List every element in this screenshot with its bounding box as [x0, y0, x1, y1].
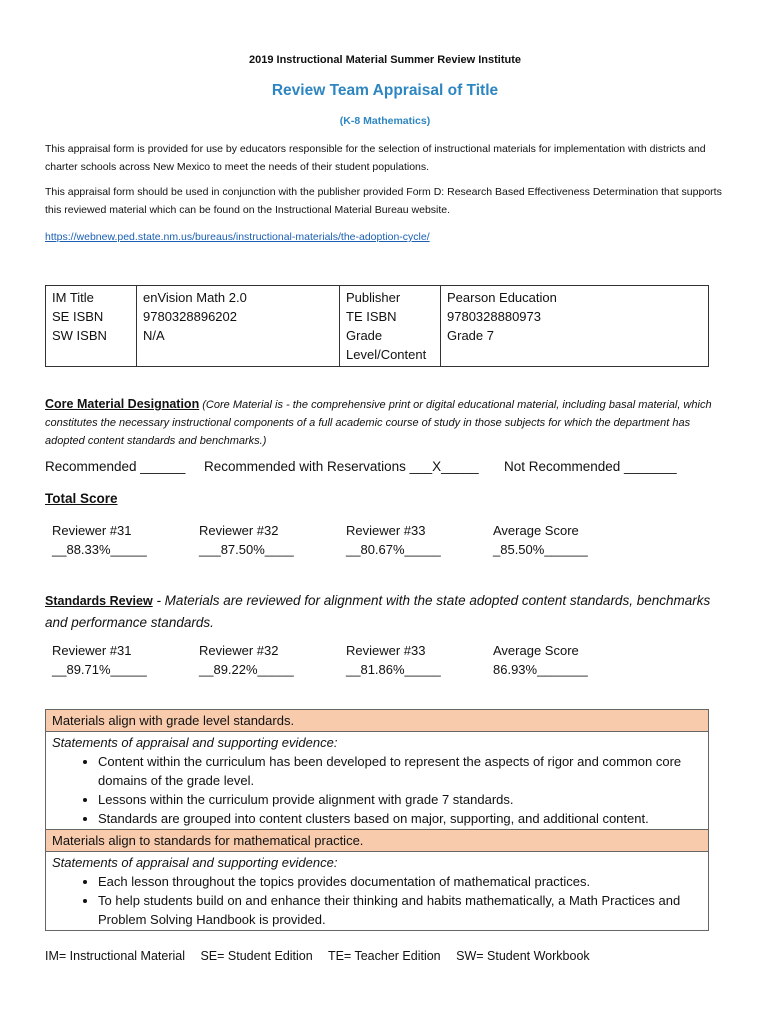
mathematical-practice-header: Materials align to standards for mathematical practice.	[46, 830, 709, 852]
value-sw-isbn: N/A	[143, 328, 165, 343]
standards-reviewer-31	[52, 641, 147, 679]
average-label: Average Score	[493, 523, 579, 538]
recommended-with-reservations-option: Recommended with Reservations ___X_____	[204, 459, 479, 474]
grade-level-standards-header: Materials align with grade level standards.	[46, 710, 709, 732]
label-te-isbn: TE ISBN	[346, 309, 397, 324]
total-score-reviewer-32	[199, 521, 294, 559]
right-labels-cell	[340, 286, 441, 367]
legend-te: TE= Teacher Edition	[327, 949, 441, 963]
value-im-title: enVision Math 2.0	[143, 290, 247, 305]
standards-review-description: - Materials are reviewed for alignment with the state adopted content standards, benchmarks and performance standards.	[45, 593, 711, 630]
institute-title: 2019 Instructional Material Summer Review Institute	[248, 54, 522, 66]
grade-level-evidence-cell	[46, 732, 709, 830]
reviewer-label: Reviewer #33	[346, 523, 426, 538]
core-designation-section	[45, 395, 725, 450]
reviewer-label: Reviewer #32	[199, 643, 279, 658]
left-values-cell	[137, 286, 340, 367]
evidence-list	[52, 752, 702, 828]
list-item: • To help students build on and enhance their thinking and habits mathematically, a Math Practices and Problem Solving Handbook is provided.	[98, 891, 702, 929]
not-recommended-option: Not Recommended _______	[504, 459, 677, 474]
standards-review-heading: Standards Review	[45, 594, 153, 608]
value-te-isbn: 9780328880973	[447, 309, 541, 324]
total-score-heading: Total Score	[45, 491, 118, 506]
total-score-reviewer-31	[52, 521, 147, 559]
reviewer-score: __81.86%_____	[346, 662, 441, 677]
legend-sw: SW= Student Workbook	[456, 949, 590, 963]
reviewer-label: Reviewer #32	[199, 523, 279, 538]
value-se-isbn: 9780328896202	[143, 309, 237, 324]
list-item: • Lessons within the curriculum provide alignment with grade 7 standards.	[98, 790, 702, 809]
evidence-list	[52, 872, 702, 929]
right-values-cell	[441, 286, 709, 367]
recommended-option: Recommended ______	[45, 459, 186, 474]
evidence-table	[45, 709, 709, 931]
standards-average	[493, 641, 588, 679]
standards-review-section	[45, 590, 725, 633]
legend-im: IM= Instructional Material	[45, 949, 185, 963]
value-publisher: Pearson Education	[447, 290, 557, 305]
mathematical-practice-evidence-cell	[46, 852, 709, 931]
reviewer-score: __89.71%_____	[52, 662, 147, 677]
average-score: _85.50%______	[493, 542, 588, 557]
label-sw-isbn: SW ISBN	[52, 328, 107, 343]
reviewer-label: Reviewer #31	[52, 523, 132, 538]
statement-label: Statements of appraisal and supporting evidence:	[52, 735, 338, 750]
page-title: Review Team Appraisal of Title	[271, 82, 499, 99]
standards-reviewer-33	[346, 641, 441, 679]
average-score: 86.93%_______	[493, 662, 588, 677]
reviewer-score: ___87.50%____	[199, 542, 294, 557]
total-score-average	[493, 521, 588, 559]
core-designation-description: (Core Material is - the comprehensive print or digital educational material, including basal material, which constitutes the necessary instructional components of a full academic course of study in those subjects for which the department has adopted content standards and benchmarks.)	[45, 399, 712, 447]
abbreviation-legend	[45, 949, 602, 963]
reviewer-label: Reviewer #33	[346, 643, 426, 658]
statement-label: Statements of appraisal and supporting evidence:	[52, 855, 338, 870]
list-item: • Content within the curriculum has been developed to represent the aspects of rigor and common core domains of the grade level.	[98, 752, 702, 790]
legend-se: SE= Student Edition	[200, 949, 313, 963]
list-item: • Standards are grouped into content clusters based on major, supporting, and additional content.	[98, 809, 702, 828]
reviewer-score: __89.22%_____	[199, 662, 294, 677]
intro-paragraph-2: This appraisal form should be used in conjunction with the publisher provided Form D: Research Based Effectiveness Determination that supports this reviewed material which can be found on the Instructional Material Bureau website.	[45, 186, 722, 216]
list-item: • Each lesson throughout the topics provides documentation of mathematical practices.	[98, 872, 702, 891]
label-grade: Grade	[346, 328, 383, 343]
adoption-cycle-link[interactable]: https://webnew.ped.state.nm.us/bureaus/instructional-materials/the-adoption-cycle/	[45, 231, 430, 243]
title-info-table	[45, 285, 709, 367]
total-score-reviewer-33	[346, 521, 441, 559]
standards-reviewer-32	[199, 641, 294, 679]
page-subtitle: (K-8 Mathematics)	[339, 115, 431, 127]
label-im-title: IM Title	[52, 290, 94, 305]
label-se-isbn: SE ISBN	[52, 309, 104, 324]
average-label: Average Score	[493, 643, 579, 658]
core-designation-heading: Core Material Designation	[45, 397, 200, 411]
reviewer-label: Reviewer #31	[52, 643, 132, 658]
label-publisher: Publisher	[346, 290, 401, 305]
reviewer-score: __80.67%_____	[346, 542, 441, 557]
reviewer-score: __88.33%_____	[52, 542, 147, 557]
left-labels-cell	[46, 286, 137, 367]
label-level-content: Level/Content	[346, 347, 427, 362]
value-grade: Grade 7	[447, 328, 494, 343]
intro-paragraph-1: This appraisal form is provided for use by educators responsible for the selection of instructional materials for implementation with districts and charter schools across New Mexico to meet the needs of their student populations.	[45, 143, 706, 173]
